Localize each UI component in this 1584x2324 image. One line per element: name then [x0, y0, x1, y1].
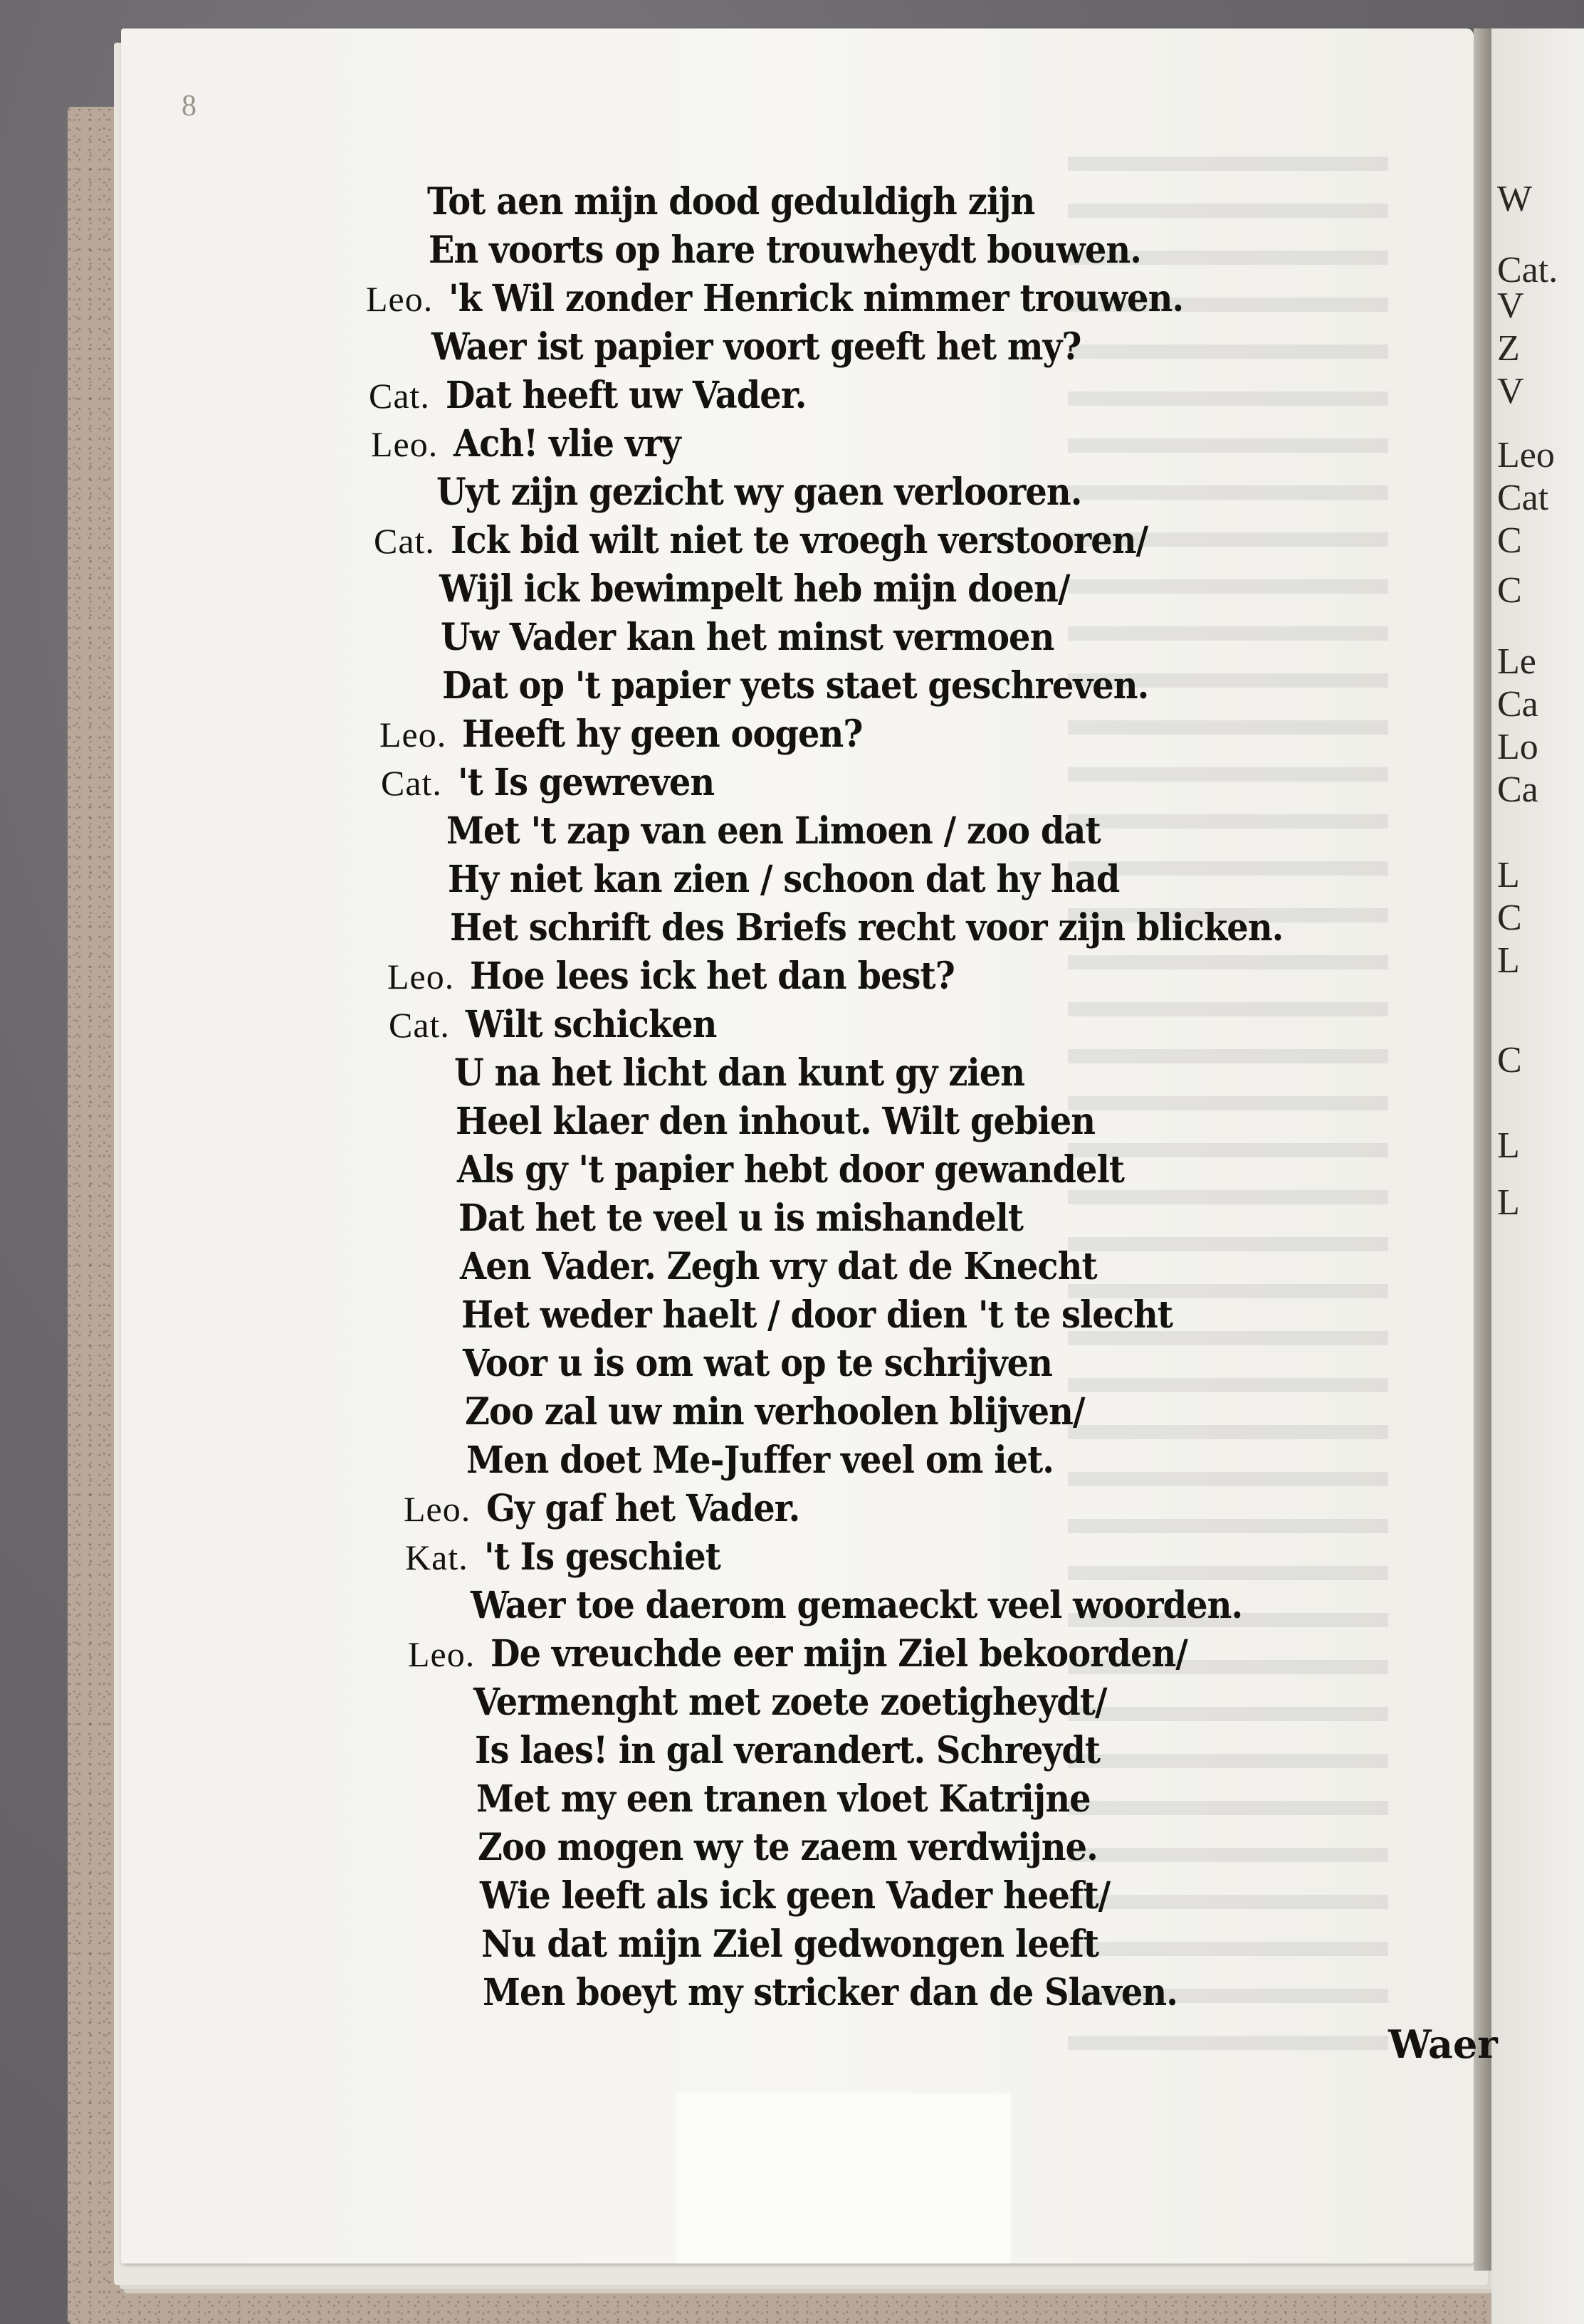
- verse-line: [454, 1049, 1522, 1098]
- facing-page-fragment: C: [1497, 1040, 1522, 1080]
- verse-line: [458, 1194, 1526, 1243]
- facing-page-fragment: Le: [1497, 641, 1536, 682]
- facing-page-fragment: Cat.: [1497, 250, 1558, 290]
- verse-line: [429, 226, 1496, 275]
- facing-page-fragment: L: [1497, 1125, 1520, 1166]
- facing-page-fragment: Ca: [1497, 684, 1538, 725]
- verse-text-block: [366, 178, 1445, 2017]
- verse-text: Waer ist papier voort geeft het my?: [431, 325, 1081, 369]
- verse-text: Waer toe daerom gemaeckt veel woorden.: [471, 1584, 1243, 1627]
- verse-line: [439, 565, 1507, 614]
- verse-line: [463, 1340, 1531, 1388]
- verse-line: [371, 420, 1439, 468]
- speaker-label: Leo.: [408, 1634, 476, 1674]
- verse-text: Zoo mogen wy te zaem verdwijne.: [478, 1826, 1098, 1869]
- verse-text: Met 't zap van een Limoen / zoo dat: [446, 809, 1101, 853]
- folio-mark: 8: [182, 90, 196, 122]
- verse-line: [381, 759, 1449, 807]
- verse-text: Men doet Me-Juffer veel om iet.: [466, 1439, 1054, 1482]
- speaker-label: Cat.: [369, 376, 430, 416]
- verse-text: 't Is geschiet: [483, 1535, 720, 1579]
- facing-page-fragment: Z: [1497, 328, 1520, 369]
- verse-text: 'k Wil zonder Henrick nimmer trouwen.: [449, 277, 1184, 320]
- verse-text: Vermenght met zoete zoetigheydt/: [473, 1681, 1107, 1724]
- verse-line: [387, 952, 1455, 1001]
- verse-text: Heeft hy geen oogen?: [462, 713, 863, 756]
- verse-text: Dat op 't papier yets staet geschreven.: [442, 664, 1149, 708]
- facing-page-fragment: W: [1497, 179, 1533, 219]
- facing-page-fragment: L: [1497, 940, 1520, 981]
- facing-page-fragment: L: [1497, 1182, 1520, 1223]
- facing-page-fragment: Cat: [1497, 478, 1549, 518]
- speaker-label: Leo.: [379, 715, 447, 754]
- verse-text: Nu dat mijn Ziel gedwongen leeft: [481, 1923, 1099, 1966]
- verse-text: Uw Vader kan het minst vermoen: [441, 616, 1054, 659]
- verse-line: [374, 517, 1442, 565]
- verse-line: [366, 275, 1434, 323]
- verse-line: [379, 710, 1447, 759]
- verse-line: [369, 372, 1437, 420]
- verse-text: Het schrift des Briefs recht voor zijn blicken.: [450, 906, 1284, 950]
- verse-line: [431, 323, 1499, 372]
- facing-page-fragment: Leo: [1497, 435, 1555, 475]
- verse-text: Heel klaer den inhout. Wilt gebien: [456, 1100, 1096, 1143]
- verse-text: En voorts op hare trouwheydt bouwen.: [429, 228, 1141, 272]
- verse-line: [446, 807, 1514, 856]
- verse-text: Wie leeft als ick geen Vader heeft/: [480, 1874, 1111, 1918]
- verse-text: 't Is gewreven: [457, 761, 715, 804]
- verse-line: [442, 662, 1510, 710]
- verse-line: [475, 1727, 1543, 1775]
- verse-text: Als gy 't papier hebt door gewandelt: [457, 1148, 1125, 1192]
- verse-text: Voor u is om wat op te schrijven: [463, 1342, 1053, 1385]
- facing-page-fragment: C: [1497, 520, 1522, 561]
- verse-line: [408, 1630, 1476, 1678]
- speaker-label: Cat.: [374, 521, 435, 561]
- verse-line: [448, 856, 1516, 904]
- verse-text: Ick bid wilt niet te vroegh verstooren/: [450, 519, 1148, 562]
- verse-line: [461, 1291, 1529, 1340]
- verse-text: Aen Vader. Zegh vry dat de Knecht: [460, 1245, 1097, 1288]
- verse-line: [465, 1388, 1533, 1436]
- facing-page-fragment: C: [1497, 570, 1522, 611]
- verse-text: De vreuchde eer mijn Ziel bekoorden/: [491, 1632, 1188, 1676]
- verse-text: Is laes! in gal verandert. Schreydt: [475, 1729, 1101, 1772]
- facing-page-fragment: Ca: [1497, 769, 1538, 810]
- facing-page-fragment: L: [1497, 855, 1520, 895]
- verse-text: Het weder haelt / door dien 't te slecht: [461, 1293, 1173, 1337]
- verse-text: Tot aen mijn dood geduldigh zijn: [427, 180, 1035, 224]
- verse-text: Wijl ick bewimpelt heb mijn doen/: [439, 567, 1070, 611]
- verse-line: [473, 1678, 1541, 1727]
- facing-page-fragment: Lo: [1497, 727, 1538, 767]
- verse-text: Dat het te veel u is mishandelt: [458, 1197, 1024, 1240]
- speaker-label: Leo.: [366, 279, 434, 319]
- verse-line: [481, 1920, 1549, 1969]
- verse-line: [483, 1969, 1551, 2017]
- verse-line: [404, 1485, 1472, 1533]
- verse-text: Ach! vlie vry: [453, 422, 681, 466]
- paper-patch: [676, 2093, 1011, 2263]
- verse-text: Uyt zijn gezicht wy gaen verlooren.: [436, 470, 1082, 514]
- speaker-label: Cat.: [381, 763, 442, 803]
- speaker-label: Cat.: [389, 1005, 450, 1045]
- verse-line: [450, 904, 1518, 952]
- verse-line: [441, 614, 1509, 662]
- verse-line: [480, 1872, 1548, 1920]
- verse-text: Met my een tranen vloet Katrijne: [476, 1777, 1091, 1821]
- verse-line: [456, 1098, 1523, 1146]
- verse-text: Dat heeft uw Vader.: [445, 374, 807, 417]
- verse-line: [460, 1243, 1528, 1291]
- speaker-label: Leo.: [371, 424, 439, 464]
- verse-line: [427, 178, 1495, 226]
- facing-page-fragment: V: [1497, 285, 1524, 326]
- verse-text: Hoe lees ick het dan best?: [470, 955, 955, 998]
- verse-text: Hy niet kan zien / schoon dat hy had: [448, 858, 1120, 901]
- verse-text: U na het licht dan kunt gy zien: [454, 1051, 1025, 1095]
- facing-page-fragment: V: [1497, 371, 1524, 411]
- speaker-label: Leo.: [404, 1489, 471, 1529]
- verse-line: [478, 1824, 1546, 1872]
- catchword: Waer: [1388, 2021, 1498, 2067]
- verse-text: Men boeyt my stricker dan de Slaven.: [483, 1971, 1177, 2014]
- verse-line: [457, 1146, 1525, 1194]
- verse-text: Gy gaf het Vader.: [486, 1487, 800, 1530]
- verse-line: [476, 1775, 1544, 1824]
- verse-line: [389, 1001, 1457, 1049]
- facing-page-fragment: C: [1497, 898, 1522, 938]
- verse-line: [405, 1533, 1473, 1582]
- verse-text: Zoo zal uw min verhoolen blijven/: [465, 1390, 1085, 1434]
- verse-text: Wilt schicken: [465, 1003, 717, 1046]
- speaker-label: Leo.: [387, 957, 455, 997]
- speaker-label: Kat.: [405, 1537, 468, 1577]
- verse-line: [436, 468, 1504, 517]
- verse-line: [466, 1436, 1534, 1485]
- verse-line: [471, 1582, 1538, 1630]
